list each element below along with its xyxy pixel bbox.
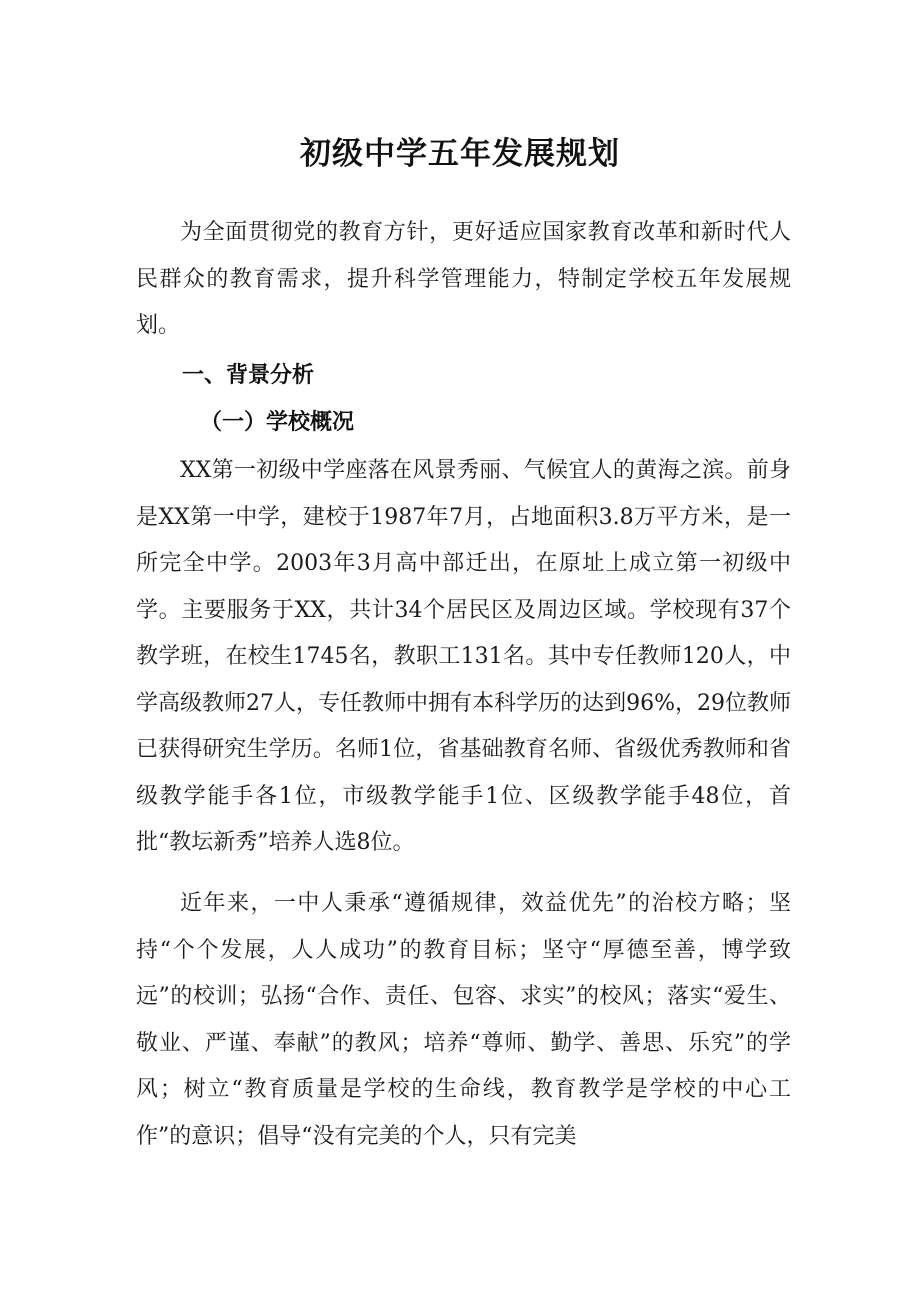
subsection-heading: （一）学校概况	[200, 410, 355, 435]
school-philosophy-paragraph: 近年来，一中人秉承“遵循规律，效益优先”的治校方略；坚持“个个发展，人人成功”的教育目标；坚守“厚德至善，博学致远”的校训；弘扬“合作、责任、包容、求实”的校风；落实“爱生、敬业、严谨、奉献”的教风；培养“尊师、勤学、善思、乐究”的学风；树立“教育质量是学校的生命线，教育教学是学校的中心工作”的意识；倡导“没有完美的个人，只有完美	[136, 891, 791, 1149]
school-overview-paragraph: XX第一初级中学座落在风景秀丽、气候宜人的黄海之滨。前身是XX第一中学，建校于1987年7月，占地面积3.8万平方米，是一所完全中学。2003年3月高中部迁出，在原址上成立第一初级中学。主要服务于XX，共计34个居民区及周边区域。学校现有37个教学班，在校生1745名，教职工131名。其中专任教师120人，中学高级教师27人，专任教师中拥有本科学历的达到96%，29位教师已获得研究生学历。名师1位，省基础教育名师、省级优秀教师和省级教学能手各1位，市级教学能手1位、区级教学能手48位，首批“教坛新秀”培养人选8位。	[136, 458, 791, 855]
section-heading: 一、背景分析	[182, 363, 315, 388]
document-title: 初级中学五年发展规划	[300, 136, 620, 172]
intro-paragraph: 为全面贯彻党的教育方针，更好适应国家教育改革和新时代人民群众的教育需求，提升科学管理能力，特制定学校五年发展规划。	[136, 220, 791, 338]
